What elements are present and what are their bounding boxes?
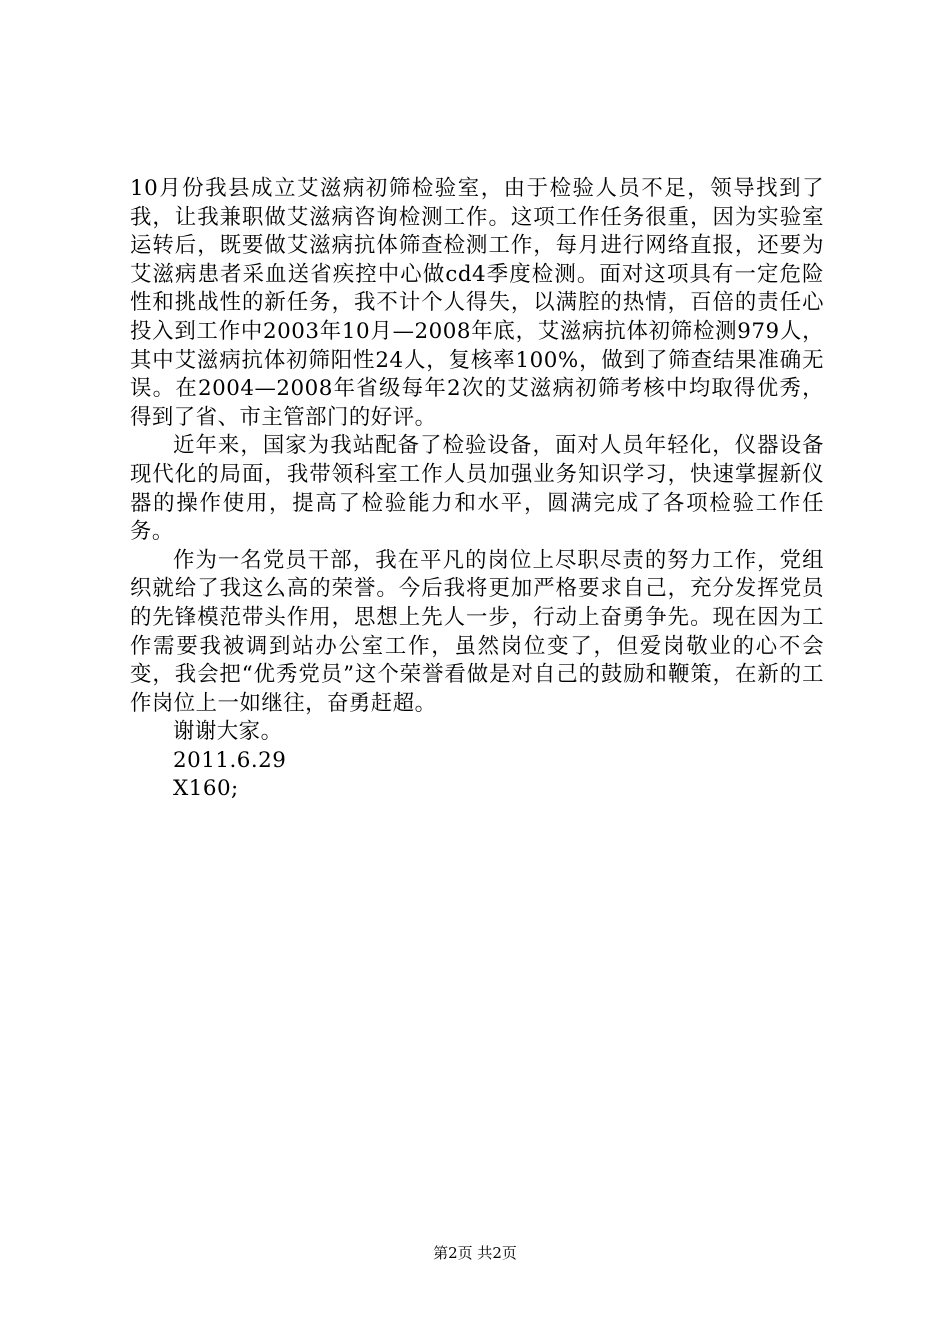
page-footer: 第2页 共2页 [433, 1244, 517, 1262]
document-date: 2011.6.29 [173, 747, 287, 773]
document-body [130, 175, 824, 804]
paragraph-3: 作为一名党员干部，我在平凡的岗位上尽职尽责的努力工作，党组织就给了我这么高的荣誉。今后我将更加严格要求自己，充分发挥党员的先锋模范带头作用，思想上先人一步，行动上奋勇争先。现在因为工作需要我被调到站办公室工作，虽然岗位变了，但爱岗敬业的心不会变，我会把“优秀党员”这个荣誉看做是对自己的鼓励和鞭策，在新的工作岗位上一如继往，奋勇赶超。 [130, 547, 824, 716]
paragraph-2: 近年来，国家为我站配备了检验设备，面对人员年轻化，仪器设备现代化的局面，我带领科室工作人员加强业务知识学习，快速掌握新仪器的操作使用，提高了检验能力和水平，圆满完成了各项检验工作任务。 [130, 433, 824, 545]
closing-thanks: 谢谢大家。 [173, 719, 283, 745]
paragraph-1: 10月份我县成立艾滋病初筛检验室，由于检验人员不足，领导找到了我，让我兼职做艾滋病咨询检测工作。这项工作任务很重，因为实验室运转后，既要做艾滋病抗体筛查检测工作，每月进行网络直报，还要为艾滋病患者采血送省疾控中心做cd4季度检测。面对这项具有一定危险性和挑战性的新任务，我不计个人得失，以满腔的热情，百倍的责任心投入到工作中2003年10月—2008年底，艾滋病抗体初筛检测979人，其中艾滋病抗体初筛阳性24人，复核率100%，做到了筛查结果准确无误。在2004—2008年省级每年2次的艾滋病初筛考核中均取得优秀，得到了省、市主管部门的好评。 [130, 176, 824, 430]
document-code: X160; [173, 776, 239, 802]
